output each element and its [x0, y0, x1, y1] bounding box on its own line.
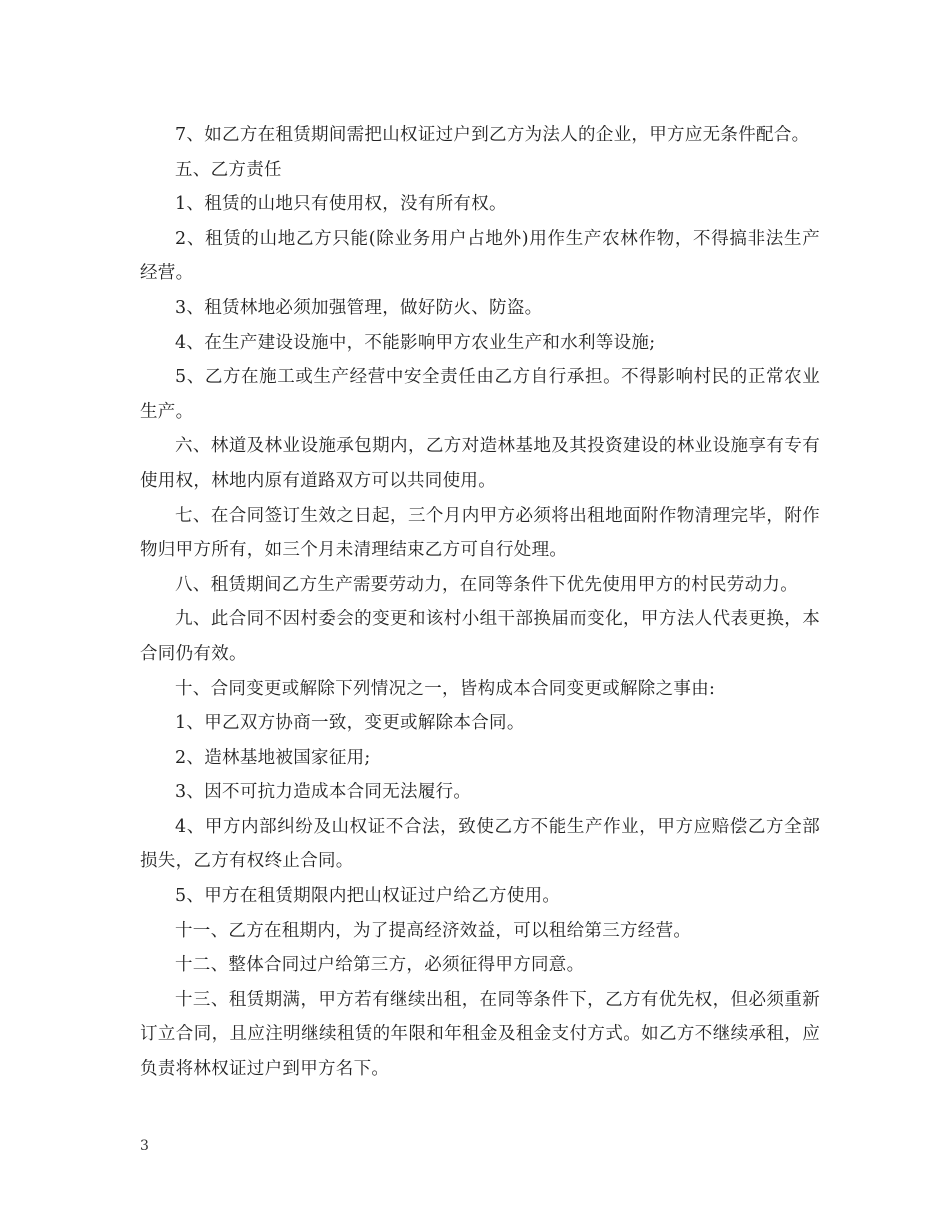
- paragraph-section-6: 六、林道及林业设施承包期内，乙方对造林基地及其投资建设的林业设施享有专有使用权，林地内原有道路双方可以共同使用。: [140, 436, 820, 491]
- paragraph-duty-5: 5、乙方在施工或生产经营中安全责任由乙方自行承担。不得影响村民的正常农业生产。: [140, 367, 820, 422]
- paragraph-termination-2: 2、造林基地被国家征用;: [175, 747, 371, 768]
- paragraph-duty-3: 3、租赁林地必须加强管理，做好防火、防盗。: [175, 297, 543, 318]
- paragraph-clause-7: 7、如乙方在租赁期间需把山权证过户到乙方为法人的企业，甲方应无条件配合。: [175, 125, 810, 145]
- paragraph-section-10: 十、合同变更或解除下列情况之一，皆构成本合同变更或解除之事由:: [175, 678, 716, 699]
- paragraph-section-9: 九、此合同不因村委会的变更和该村小组干部换届而变化，甲方法人代表更换，本合同仍有效。: [140, 609, 820, 664]
- paragraph-duty-2: 2、租赁的山地乙方只能(除业务用户占地外)用作生产农林作物，不得搞非法生产经营。: [140, 228, 820, 284]
- document-body: [140, 118, 820, 1087]
- paragraph-section-13: 十三、租赁期满，甲方若有继续出租，在同等条件下，乙方有优先权，但必须重新订立合同，且应注明继续租赁的年限和年租金及租金支付方式。如乙方不继续承租，应负责将林权证过户到甲方名下。: [140, 989, 820, 1080]
- paragraph-termination-3: 3、因不可抗力造成本合同无法履行。: [175, 782, 472, 803]
- paragraph-section-8: 八、租赁期间乙方生产需要劳动力，在同等条件下优先使用甲方的村民劳动力。: [175, 574, 798, 595]
- paragraph-section-7: 七、在合同签订生效之日起，三个月内甲方必须将出租地面附作物清理完毕，附作物归甲方所有，如三个月未清理结束乙方可自行处理。: [140, 505, 820, 561]
- paragraph-termination-1: 1、甲乙双方协商一致，变更或解除本合同。: [175, 713, 525, 734]
- paragraph-section-11: 十一、乙方在租期内，为了提高经济效益，可以租给第三方经营。: [175, 920, 692, 941]
- paragraph-termination-4: 4、甲方内部纠纷及山权证不合法，致使乙方不能生产作业，甲方应赔偿乙方全部损失，乙方有权终止合同。: [140, 816, 820, 872]
- section-heading-party-b-duties: 五、乙方责任: [175, 159, 282, 180]
- paragraph-duty-4: 4、在生产建设设施中，不能影响甲方农业生产和水利等设施;: [175, 332, 656, 353]
- paragraph-section-12: 十二、整体合同过户给第三方，必须征得甲方同意。: [175, 955, 585, 976]
- page-number: 3: [140, 1138, 149, 1154]
- paragraph-duty-1: 1、租赁的山地只有使用权，没有所有权。: [175, 194, 507, 215]
- paragraph-termination-5: 5、甲方在租赁期限内把山权证过户给乙方使用。: [175, 886, 561, 907]
